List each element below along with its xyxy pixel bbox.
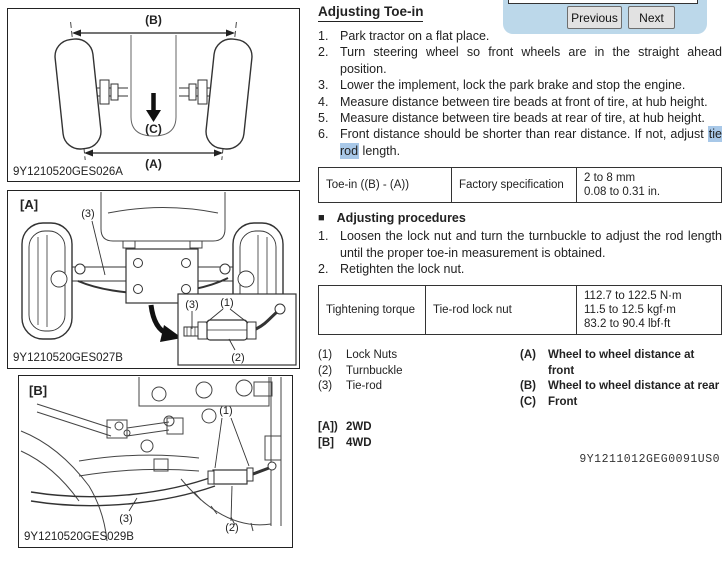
- callout-1-leaders: [215, 418, 249, 468]
- step-number: 1.: [318, 29, 329, 43]
- step-6: [318, 126, 722, 159]
- legend-label: Wheel to wheel distance at rear: [548, 380, 720, 393]
- front-direction-arrow: [146, 93, 161, 122]
- figure-tag-B: [B]: [29, 383, 48, 398]
- callout-3: (3): [119, 513, 133, 525]
- legend-label: Lock Nuts: [346, 349, 398, 362]
- search-highlight: tie rod: [340, 127, 722, 158]
- document-code: 9Y1211012GEG0091US0: [579, 453, 720, 467]
- legend-label: Tie-rod: [346, 380, 382, 393]
- step-text: Retighten the lock nut.: [340, 262, 465, 277]
- procedures-list: [318, 228, 722, 277]
- variant-key: [B]: [318, 437, 334, 450]
- legend-numbered-column: [318, 348, 520, 410]
- torque-part-cell: Tie-rod lock nut: [426, 286, 577, 335]
- step-number: 3.: [318, 78, 329, 93]
- variant-label: 2WD: [346, 421, 372, 434]
- step-number: 2.: [318, 45, 329, 60]
- left-tire: [53, 37, 102, 150]
- legend-item: [318, 348, 520, 364]
- legend-item: [520, 395, 722, 411]
- label-B: (B): [145, 13, 162, 27]
- step-text: Park tractor on a flat place.: [340, 29, 490, 43]
- legend-key: (1): [318, 349, 333, 362]
- tractor-body: [101, 192, 225, 248]
- figure-2wd-axle: [7, 190, 300, 369]
- step-2: [318, 44, 722, 77]
- procedure-step-2: [318, 261, 722, 277]
- variant-key: [A]): [318, 421, 338, 434]
- legend-label: Turnbuckle: [346, 364, 403, 377]
- step-4: [318, 94, 722, 110]
- page-title: Adjusting Toe-in: [318, 3, 423, 22]
- legend-key: (B): [520, 380, 536, 393]
- spec-item-cell: Toe-in ((B) - (A)): [319, 168, 452, 203]
- right-knuckle: [220, 264, 230, 274]
- spec-value-imperial: 0.08 to 0.31 in.: [584, 186, 661, 199]
- figure-legend: [318, 348, 722, 410]
- inset-callout-2: (2): [231, 352, 245, 364]
- navigation-panel: [503, 0, 707, 34]
- table-row: [319, 168, 722, 203]
- inset-callout-1: (1): [220, 297, 234, 309]
- step-5: [318, 110, 722, 126]
- procedure-step-1: [318, 228, 722, 261]
- legend-lettered-column: [520, 348, 722, 410]
- inset-callout-3: (3): [185, 299, 199, 311]
- step-number: 1.: [318, 229, 329, 244]
- left-knuckle: [75, 264, 85, 274]
- step-number: 4.: [318, 94, 329, 109]
- adjusting-procedures-heading: [318, 210, 722, 226]
- figure-tag-A: [A]: [20, 197, 39, 212]
- step-text: Measure distance between tire beads at front of tire, at hub height.: [340, 94, 708, 109]
- inset-pointer-arrow: [151, 305, 182, 342]
- callout-2-leader: [231, 486, 232, 521]
- turnbuckle-inset: [178, 294, 296, 365]
- torque-value-kgfm: 11.5 to 12.5 kgf·m: [584, 304, 676, 317]
- step-text-before: Front distance should be shorter than rear distance. If not, adjust: [340, 127, 708, 142]
- manual-page-content: [318, 0, 722, 466]
- callout-3-leader: [129, 498, 137, 511]
- step-text-after: length.: [359, 143, 401, 158]
- spec-value-metric: 2 to 8 mm: [584, 172, 636, 185]
- drive-variants: [318, 419, 722, 451]
- figure-caption: 9Y1210520GES027B: [13, 352, 123, 364]
- spec-type-cell: Factory specification: [452, 168, 577, 203]
- search-input[interactable]: [508, 0, 698, 4]
- legend-key: (2): [318, 364, 333, 377]
- left-hub: [97, 80, 128, 104]
- step-3: [318, 77, 722, 93]
- spec-value-cell: [577, 168, 722, 203]
- torque-item-cell: Tightening torque: [319, 286, 426, 335]
- step-text: Measure distance between tire beads at rear of tire, at hub height.: [340, 111, 705, 126]
- right-hub: [179, 80, 210, 104]
- step-text: [340, 126, 722, 159]
- variant-4wd: [318, 435, 722, 451]
- legend-label: Front: [548, 395, 578, 408]
- figure-4wd-axle: [18, 375, 293, 548]
- torque-value-nm: 112.7 to 122.5 N·m: [584, 290, 682, 303]
- legend-key: (C): [520, 395, 536, 408]
- callout-1: (1): [219, 405, 233, 417]
- legend-key: (A): [520, 349, 536, 362]
- variant-2wd: [318, 419, 722, 435]
- legend-item: [520, 379, 722, 395]
- 4wd-axle-diagram: [19, 376, 290, 545]
- chassis-machinery: [21, 377, 281, 541]
- front-distance-arrow: [84, 150, 223, 157]
- step-number: 5.: [318, 111, 329, 126]
- right-tire: [204, 37, 253, 150]
- step-text: Loosen the lock nut and turn the turnbuckle to adjust the rod length until the proper toe-in measurement is obtained.: [340, 229, 722, 260]
- table-row: [319, 286, 722, 335]
- next-button[interactable]: Next: [628, 6, 675, 29]
- figure-caption: 9Y1210520GES026A: [13, 166, 123, 178]
- variant-label: 4WD: [346, 437, 372, 450]
- step-number: 6.: [318, 127, 329, 142]
- step-number: 2.: [318, 262, 329, 277]
- torque-spec-table: [318, 285, 722, 335]
- legend-item: [318, 364, 520, 380]
- torque-value-cell: [577, 286, 722, 335]
- callout-2: (2): [225, 522, 239, 534]
- legend-key: (3): [318, 380, 333, 393]
- heading-text: Adjusting procedures: [336, 211, 466, 226]
- legend-item: [318, 379, 520, 395]
- figure-toe-in-top-view: [7, 8, 300, 182]
- legend-label: Wheel to wheel distance at front: [548, 349, 695, 377]
- left-wheel: [22, 223, 72, 339]
- label-A: (A): [145, 157, 162, 171]
- 2wd-axle-diagram: [8, 191, 297, 366]
- rear-distance-arrow: [72, 30, 235, 37]
- step-text: Lower the implement, lock the park brake and stop the engine.: [340, 78, 686, 93]
- previous-button[interactable]: Previous: [567, 6, 622, 29]
- legend-item: [520, 348, 722, 379]
- label-C: (C): [145, 122, 162, 136]
- figure-caption: 9Y1210520GES029B: [24, 531, 134, 543]
- step-text: Turn steering wheel so front wheels are in the straight ahead position.: [340, 45, 722, 76]
- toe-in-diagram: [8, 9, 297, 179]
- square-bullet-icon: ■: [318, 212, 325, 225]
- torque-value-lbfft: 83.2 to 90.4 lbf·ft: [584, 318, 671, 331]
- callout-3: (3): [81, 208, 95, 220]
- toe-in-spec-table: [318, 167, 722, 203]
